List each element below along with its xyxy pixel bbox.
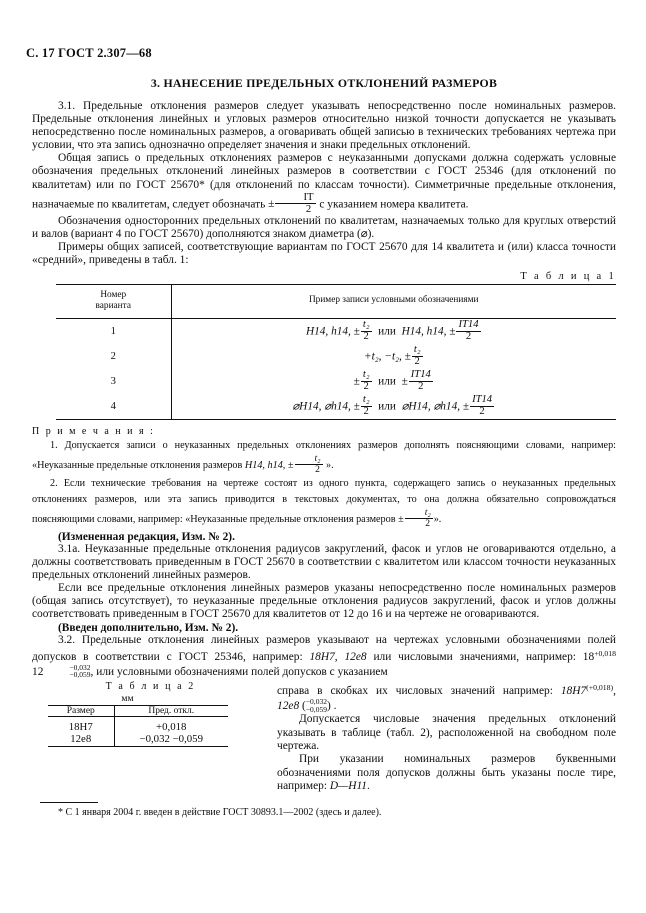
separator-comma: , — [334, 650, 345, 663]
paragraph-3-2-text: 3.2. Предельные отклонения линейных размеров указывают на чертежах условными обозначениями полей допусков в соответствии с ГОСТ 25346, например: — [32, 633, 616, 663]
section-title: 3. НАНЕСЕНИЕ ПРЕДЕЛЬНЫХ ОТКЛОНЕНИЙ РАЗМЕРОВ — [150, 76, 498, 90]
table-2-row-2-size: 12e8 — [48, 733, 114, 746]
table-1-header-variant-line1: Номер — [100, 289, 127, 300]
formula-part-b: ± — [401, 375, 408, 388]
fraction-1: $\frac{\text{t₂}}{2}$ — [362, 369, 370, 392]
note-1-formula-text: H14, h14, ± — [244, 459, 294, 471]
table-1-row-1-formula — [171, 318, 616, 344]
table-1 — [56, 284, 616, 420]
formula-part-a: +t₂, −t₂, ± — [363, 350, 411, 363]
formula-part-a: ± — [353, 375, 360, 388]
paragraph-3-2 — [32, 634, 616, 679]
tolerance-example-12e8: 12e8 — [344, 650, 367, 663]
numeric-value-18: $18^{+0,018}$ — [582, 648, 616, 663]
footnote-text: * С 1 января 2004 г. введен в действие ГОСТ 30893.1—2002 (здесь и далее). — [58, 807, 382, 818]
paragraph-3-2-mid: или числовыми значениями, например: — [366, 650, 576, 663]
paragraph-3-2-continued: справа в скобках их числовых значений например: $18H7^{(+0,018)}$, 12e8 ( −0,032 −0,059 ) . — [277, 682, 616, 714]
fraction-2: $\frac{IT14}{2}$ — [472, 394, 493, 417]
amendment-added: (Введен дополнительно, Изм. № 2). — [58, 621, 239, 634]
paragraph-3-1: 3.1. Предельные отклонения размеров следует указывать непосредственно после номинальных размеров. Предельные отклонения линейных и угловых размеров относительно низкой точности допускается не указывать непосредственно после номинальных размеров, а оговаривать общей записью в технических требованиях чертежа при условии, что эта запись однозначно определяет значения и знаки предельных отклонений. — [32, 100, 616, 152]
paragraph-3-1a-second: Если все предельные отклонения линейных размеров указаны непосредственно после номинальных размеров (общая запись отсутствует), то неуказанные предельные отклонения радиусов закруглений, фасок и углов должны соответствовать приведенным в ГОСТ 25670 для квалитетов от 12 до 16 и на чертеже не оговариваются. — [32, 582, 616, 621]
paragraph-general-record-text: Общая запись о предельных отклонениях размеров с неуказанными допусками должна содержать условные обозначения предельных отклонений линейных размеров в соответствии с ГОСТ 25346 (для отклонений по квалитетам) или по ГОСТ 25670* (для отклонений по классам точности). Симметричные предельные отклонения, назначаемые по квалитетам, следует обозначать — [32, 152, 616, 211]
paragraph-one-sided: Обозначения односторонних предельных отклонений по квалитетам, назначаемых только для круглых отверстий и валов (вариант 4 по ГОСТ 25670) дополняются знаком диаметра (⌀). — [32, 214, 616, 240]
table-2-row-2-deviation: −0,032 −0,059 — [114, 733, 228, 746]
note-1-tail: ». — [326, 459, 334, 471]
table-1-header-variant-line2: варианта — [95, 300, 131, 311]
formula-part-b: ⌀H14, ⌀h14, ± — [401, 400, 470, 413]
table-2-column — [32, 681, 277, 747]
table-2-header-size: Размер — [48, 705, 114, 716]
note-1-formula — [244, 452, 326, 475]
paragraph-3-1a: 3.1а. Неуказанные предельные отклонения радиусов закруглений, фасок и углов не оговариваются отдельно, а должны соответствовать приведенным в ГОСТ 25670 в соответствии с квалитетом или классом точности неуказанных предельных отклонений линейных размеров. — [32, 543, 616, 582]
fraction-1: $\frac{\text{t₂}}{2}$ — [362, 394, 370, 417]
paragraph-examples-intro: Примеры общих записей, соответствующие вариантам по ГОСТ 25670 для 14 квалитета и (или) класса точности «средний», приведены в табл. 1: — [32, 240, 616, 266]
note-1 — [32, 438, 616, 475]
fraction-1: $\frac{\text{t₂}}{2}$ — [362, 319, 370, 342]
tolerance-12e8-with-value: 12e8 ( −0,032 −0,059 ) . — [277, 697, 337, 714]
fraction-1: $\frac{\text{t₂}}{2}$ — [413, 344, 421, 367]
fraction-it-2: $\frac{IT}{2}$ — [275, 192, 315, 215]
table-2-header-deviation: Пред. откл. — [114, 705, 228, 716]
fraction-note-1: $\frac{\text{t₂}}{2}$ — [295, 454, 323, 475]
table-row — [56, 369, 616, 394]
table-1-row-2-number: 2 — [56, 344, 171, 369]
letter-example: D—H11 — [329, 779, 367, 792]
table-2-header-row — [48, 705, 228, 716]
table-1-header-example: Пример записи условными обозначениями — [171, 284, 616, 318]
table-2-caption: Т а б л и ц а 2 — [105, 680, 196, 692]
tolerance-example-18h7: 18H7 — [309, 650, 335, 663]
table-2-row-1-deviation: +0,018 — [156, 720, 187, 733]
footnote-separator-rule — [40, 802, 98, 803]
tolerance-18h7-with-value: $18H7^{(+0,018)}$ — [560, 682, 614, 697]
table-row — [56, 394, 616, 420]
table-row — [56, 318, 616, 344]
note-2-text: 2. Если технические требования на чертеже состоят из одного пункта, содержащего запись о неуказанных предельных отклонениях размеров, или эта запись приводится в текстовых документах, то она должна обязательно сопровождаться поясняющими словами, например: «Неуказанные предельные отклонения размеров ± — [32, 478, 616, 526]
symmetric-tolerance-formula: ± $\frac{IT}{2}$ — [268, 190, 314, 215]
table-row — [48, 733, 228, 746]
table-1-row-2-formula — [171, 344, 616, 369]
table-2 — [48, 705, 228, 747]
numeric-value-12: 12 −0,032 −0,059 — [32, 662, 91, 680]
table-1-row-1-number: 1 — [56, 318, 171, 344]
table-1-row-3-formula — [171, 369, 616, 394]
fraction-note-2: $\frac{\text{t₂}}{2}$ — [405, 508, 433, 529]
paragraph-letter-text: При указании номинальных размеров буквенными обозначениями поля допусков должны быть указаны после тире, например: — [277, 753, 616, 792]
footnote-block — [32, 802, 616, 818]
note-2 — [32, 476, 616, 529]
formula-part-a: ⌀H14, ⌀h14, ± — [292, 400, 360, 413]
table-1-row-4-number: 4 — [56, 394, 171, 420]
formula-conjunction: или — [378, 375, 396, 388]
table-1-header-row — [56, 284, 616, 318]
amendment-changed-edition: (Измененная редакция, Изм. № 2). — [58, 531, 235, 543]
fraction-2: $\frac{IT14}{2}$ — [410, 369, 431, 392]
table-2-and-text-block — [32, 681, 616, 793]
formula-conjunction: или — [378, 325, 396, 338]
paragraph-letter-designations: При указании номинальных размеров буквенными обозначениями поля допусков должны быть указаны после тире, например: D—H11. — [277, 753, 616, 792]
formula-part-a: H14, h14, ± — [305, 325, 360, 338]
page-content — [32, 76, 616, 793]
table-row — [56, 344, 616, 369]
table-2-unit: мм — [121, 692, 134, 704]
paragraph-3-2-cont-text: справа в скобках их числовых значений например: — [277, 684, 553, 697]
right-text-column — [277, 681, 616, 793]
paragraph-general-record-tail: с указанием номера квалитета. — [319, 198, 469, 211]
paragraph-general-record — [32, 152, 616, 214]
paragraph-table-allowed: Допускается числовые значения предельных отклонений указывать в таблице (табл. 2), расположенной на свободном поле чертежа. — [277, 713, 616, 753]
formula-conjunction: или — [378, 400, 396, 413]
table-1-row-3-number: 3 — [56, 369, 171, 394]
table-1-header-variant — [56, 284, 171, 318]
table-2-row-1-size: 18H7 — [48, 716, 114, 733]
note-2-tail: ». — [433, 514, 442, 526]
note-1-text: 1. Допускается записи о неуказанных предельных отклонениях размеров дополнять поясняющими словами, например: «Неуказанные предельные отклонения размеров — [32, 439, 616, 471]
notes-heading: П р и м е ч а н и я : — [32, 425, 155, 437]
formula-part-b: H14, h14, ± — [401, 325, 456, 338]
table-1-caption: Т а б л и ц а 1 — [520, 270, 616, 282]
table-1-row-4-formula — [171, 394, 616, 420]
fraction-2: $\frac{IT14}{2}$ — [458, 319, 479, 342]
table-row — [48, 716, 228, 733]
running-head: С. 17 ГОСТ 2.307—68 — [26, 46, 152, 60]
paragraph-3-2-tail: , или условными обозначениями полей допусков с указанием — [90, 665, 388, 678]
